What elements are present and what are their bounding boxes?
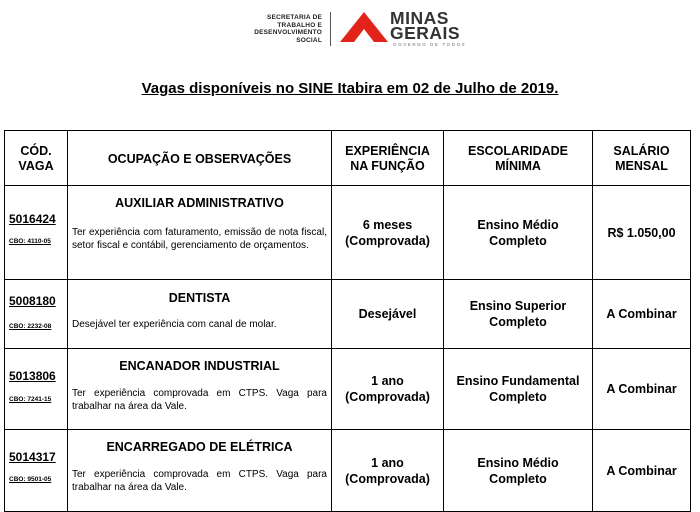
secretaria-line: TRABALHO E — [277, 21, 322, 29]
job-salary: A Combinar — [593, 430, 691, 512]
job-occupation-cell — [68, 186, 332, 280]
job-salary: R$ 1.050,00 — [593, 186, 691, 280]
job-code-cell — [5, 186, 68, 280]
secretaria-line: DESENVOLVIMENTO — [254, 29, 322, 36]
secretaria-line: SECRETARIA DE — [267, 14, 322, 21]
job-code: 5014317 — [9, 450, 56, 464]
col-header-escolaridade: ESCOLARIDADE MÍNIMA — [444, 131, 593, 186]
page-header — [0, 0, 700, 60]
job-observations: Ter experiência comprovada em CTPS. Vaga para trabalhar na área da Vale. — [72, 388, 327, 412]
job-observations: Ter experiência com faturamento, emissão de nota fiscal, setor fiscal e contábil, gerenciamento de orçamentos. — [72, 227, 327, 251]
job-salary: A Combinar — [593, 280, 691, 349]
job-education: Ensino Médio Completo — [444, 186, 593, 280]
job-occupation-cell — [68, 280, 332, 349]
job-title: ENCARREGADO DE ELÉTRICA — [106, 440, 293, 454]
secretaria-text — [220, 14, 322, 44]
job-code: 5008180 — [9, 294, 56, 308]
job-code-cell — [5, 349, 68, 430]
job-experience: Desejável — [332, 280, 444, 349]
job-code-cell — [5, 280, 68, 349]
jobs-table — [4, 130, 691, 512]
job-cbo: CBO: 7241-15 — [9, 396, 52, 403]
job-cbo: CBO: 9501-05 — [9, 476, 52, 483]
job-education: Ensino Fundamental Completo — [444, 349, 593, 430]
job-observations: Ter experiência comprovada em CTPS. Vaga para trabalhar na área da Vale. — [72, 469, 327, 493]
job-experience: 1 ano (Comprovada) — [332, 349, 444, 430]
job-occupation-cell — [68, 430, 332, 512]
table-row — [5, 186, 691, 280]
table-row — [5, 349, 691, 430]
table-row — [5, 430, 691, 512]
job-education: Ensino Superior Completo — [444, 280, 593, 349]
job-salary: A Combinar — [593, 349, 691, 430]
job-code-cell — [5, 430, 68, 512]
table-row — [5, 280, 691, 349]
col-header-experiencia: EXPERIÊNCIA NA FUNÇÃO — [332, 131, 444, 186]
table-header-row — [5, 131, 691, 186]
minas-gerais-logo-text — [390, 8, 461, 43]
job-code: 5016424 — [9, 212, 56, 226]
job-title: ENCANADOR INDUSTRIAL — [119, 359, 280, 373]
col-header-ocupacao: OCUPAÇÃO E OBSERVAÇÕES — [68, 131, 332, 186]
job-experience: 6 meses (Comprovada) — [332, 186, 444, 280]
job-title: DENTISTA — [168, 291, 231, 305]
job-occupation-cell — [68, 349, 332, 430]
job-cbo: CBO: 2232-08 — [9, 323, 52, 330]
logo-line: GERAIS — [390, 23, 461, 43]
header-divider — [330, 12, 331, 46]
job-code: 5013806 — [9, 369, 56, 383]
col-header-codigo: CÓD. VAGA — [5, 131, 68, 186]
job-title: AUXILIAR ADMINISTRATIVO — [115, 196, 284, 210]
job-cbo: CBO: 4110-05 — [9, 238, 51, 245]
job-education: Ensino Médio Completo — [444, 430, 593, 512]
secretaria-line: SOCIAL — [296, 36, 322, 44]
job-observations: Desejável ter experiência com canal de molar. — [72, 319, 277, 330]
job-experience: 1 ano (Comprovada) — [332, 430, 444, 512]
logo-line: MINAS — [390, 8, 449, 28]
col-header-salario: SALÁRIO MENSAL — [593, 131, 691, 186]
page-title: Vagas disponíveis no SINE Itabira em 02 de Julho de 2019. — [141, 80, 559, 97]
minas-gerais-logo-icon — [340, 10, 390, 44]
logo-tagline: GOVERNO DE TODOS — [393, 42, 467, 47]
